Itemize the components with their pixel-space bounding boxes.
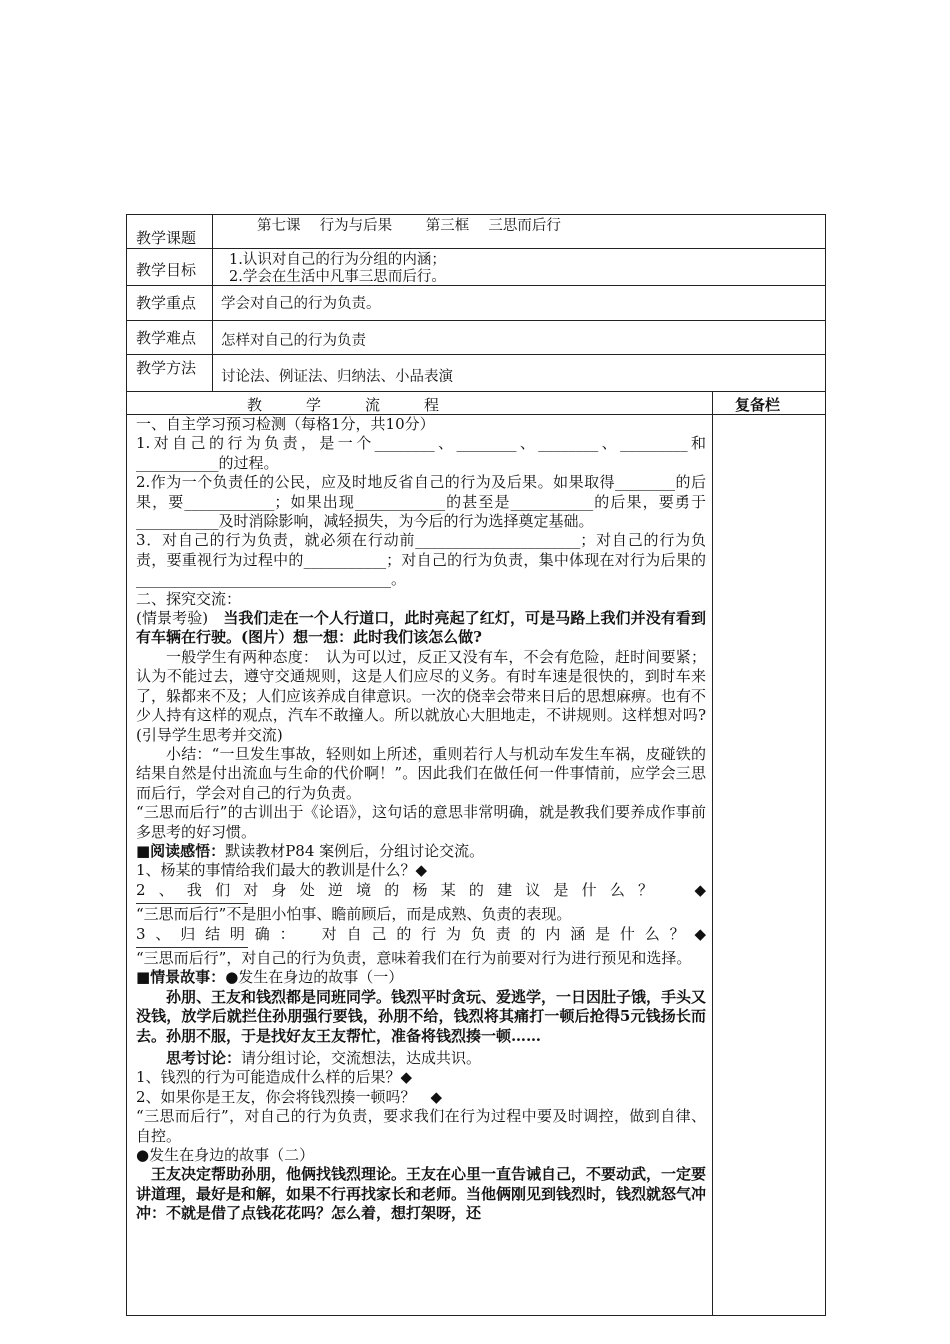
row-difficulty — [127, 321, 825, 355]
discussion-paragraph — [136, 1049, 706, 1068]
section-2-title: 二、探究交流： — [136, 589, 242, 608]
scene-label: (情景考验) — [136, 609, 209, 628]
story-2-title: ●发生在身边的故事（二） — [136, 1146, 315, 1165]
reading-question-2: 2、我们对身处逆境的杨某的建议是什么？ ◆ — [136, 880, 706, 899]
row-goals — [127, 249, 825, 286]
reading-question-3: 3、归结明确： 对自己的行为负责的内涵是什么？◆ — [136, 924, 706, 943]
value-method: 讨论法、例证法、归纳法、小品表演 — [221, 369, 453, 385]
label-method — [127, 355, 213, 391]
flow-body — [127, 415, 825, 1315]
reading-paragraph — [136, 842, 706, 861]
lesson-plan-table — [126, 214, 826, 1316]
label-difficulty: 教学难点 — [127, 321, 213, 354]
reading-question-1: 1、杨某的事情给我们最大的教训是什么？◆ — [136, 861, 428, 880]
story-heading — [136, 968, 706, 987]
reading-label: ■阅读感悟： — [136, 841, 226, 860]
row-key-point — [127, 286, 825, 321]
answer-line — [136, 902, 248, 904]
label-topic: 教学课题 — [127, 215, 213, 248]
discussion-answer: “三思而后行”，对自己的行为负责，要求我们在行为过程中要及时调控，做到自律、自控。 — [136, 1107, 706, 1145]
row-topic — [127, 215, 825, 249]
side-column-title: 复备栏 — [735, 396, 781, 414]
story-2-text: 王友决定帮助孙朋，他俩找钱烈理论。王友在心里一直告诫自己，不要动武，一定要讲道理，最好是和解，如果不行再找家长和老师。当他俩刚见到钱烈时，钱烈就怒气冲冲：不就是借了点钱花花吗？怎么着，想打架呀，还 — [136, 1165, 707, 1223]
question-2: 2.作为一个负责任的公民，应及时地反省自己的行为及后果。如果取得________的后果，要____________；如果出现____________的甚至是___________的后果，要勇于___________及时消除影响，减轻损失，为今后的行为选择奠定基础。 — [136, 473, 706, 531]
paragraph-analects: “三思而后行”的古训出于《论语》，这句话的意思非常明确，就是教我们要养成作事前多思考的好习惯。 — [136, 803, 706, 841]
discussion-question-2: 2、如果你是王友，你会将钱烈揍一顿吗？ ◆ — [136, 1087, 443, 1106]
paragraph-attitudes: 一般学生有两种态度： 认为可以过，反正又没有车，不会有危险，赶时间要紧；认为不能过去，遵守交通规则，这是人们应尽的义务。有时车速是很快的，到时车来了，躲都来不及；人们应该养成自律意识。一次的侥幸会带来日后的思想麻痹。也有不少人持有这样的观点，汽车不敢撞人。所以就放心大胆地走，不讲规则。这样想对吗?(引导学生思考并交流) — [136, 647, 707, 744]
label-key-point: 教学重点 — [127, 286, 213, 320]
story-label: ■情景故事： — [136, 968, 226, 987]
goal-1: 1.认识对自己的行为分组的内涵； — [229, 252, 446, 268]
value-key-point: 学会对自己的行为负责。 — [221, 296, 381, 312]
discussion-label: 思考讨论： — [166, 1049, 242, 1067]
scene-paragraph — [136, 609, 706, 648]
story-1-text: 孙朋、王友和钱烈都是同班同学。钱烈平时贪玩、爱逃学，一日因肚子饿，手头又没钱，放学后就拦住孙朋强行要钱，孙朋不给，钱烈将其痛打一顿后抢得5元钱扬长而去。孙朋不服，于是找好友王友帮忙，准备将钱烈揍一顿…… — [136, 987, 707, 1045]
review-column — [713, 415, 825, 1315]
reading-text: 默读教材P84 案例后，分组讨论交流。 — [225, 841, 485, 860]
goal-2: 2.学会在生活中凡事三思而后行。 — [229, 269, 446, 285]
answer-line — [136, 946, 248, 948]
flow-header-row — [127, 392, 825, 415]
story-title: ●发生在身边的故事（一） — [225, 968, 404, 987]
value-goals — [213, 249, 825, 285]
flow-title: 教学流程 — [127, 392, 713, 414]
label-goals: 教学目标 — [127, 249, 213, 285]
reading-answer-2: “三思而后行”不是胆小怕事、瞻前顾后，而是成熟、负责的表现。 — [136, 905, 572, 924]
label-method-text: 教学方法 — [136, 359, 197, 377]
flow-content — [127, 415, 713, 1315]
discussion-text: 请分组讨论，交流想法，达成共识。 — [241, 1049, 482, 1067]
section-1-title: 一、自主学习预习检测（每格1分，共10分） — [136, 415, 435, 433]
value-topic: 第七课 行为与后果 第三框 三思而后行 — [257, 218, 561, 234]
discussion-question-1: 1、钱烈的行为可能造成什么样的后果？◆ — [136, 1068, 413, 1087]
paragraph-summary: 小结：“一旦发生事故，轻则如上所述，重则若行人与机动车发生车祸，皮碰铁的结果自然是付出流血与生命的代价啊！”。因此我们在做任何一件事情前，应学会三思而后行，学会对自己的行为负责。 — [136, 744, 706, 802]
reading-answer-3: “三思而后行”，对自己的行为负责，意味着我们在行为前要对行为进行预见和选择。 — [136, 948, 692, 967]
question-3: 3．对自己的行为负责，就必须在行动前______________________；对自己的行为负责，要重视行为过程中的___________；对自己的行为负责，集中体现在对行为后果的__________________________________。 — [136, 531, 706, 589]
row-method — [127, 355, 825, 392]
value-difficulty: 怎样对自己的行为负责 — [221, 333, 366, 349]
question-1: 1.对自己的行为负责，是一个________、________、________、_________和___________的过程。 — [136, 434, 706, 472]
scene-text: 当我们走在一个人行道口，此时亮起了红灯，可是马路上我们并没有看到有车辆在行驶。(图片）想一想：此时我们该怎么做? — [136, 609, 706, 647]
